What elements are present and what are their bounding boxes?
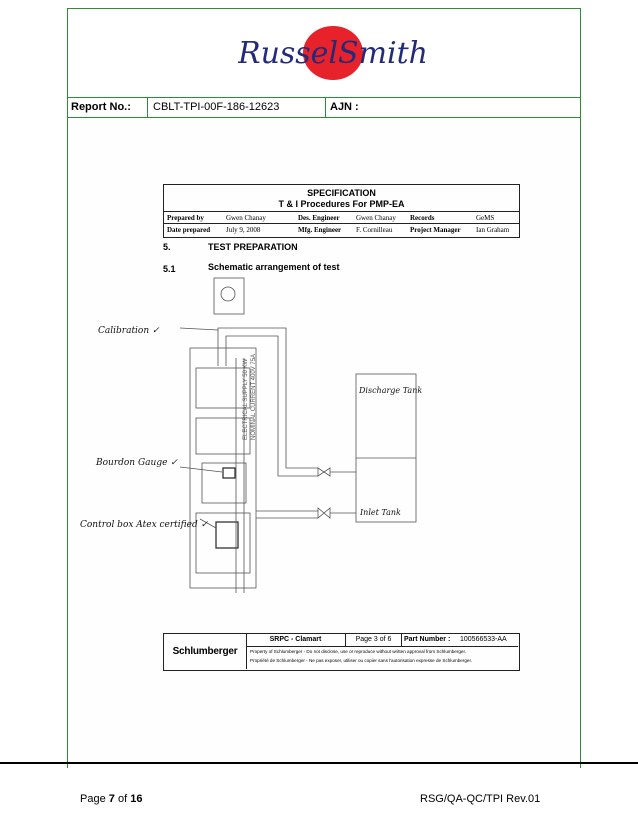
recorder-box — [214, 278, 244, 314]
section-5-number: 5. — [163, 242, 171, 252]
inlet-pipe — [256, 511, 318, 518]
prepared-by-value: Gwen Chanay — [226, 214, 266, 222]
mfg-engineer-label: Mfg. Engineer — [298, 226, 342, 234]
page-cell: Page 3 of 6 — [346, 634, 402, 646]
section-51-number: 5.1 — [163, 264, 176, 274]
nominal-current-label: NOMINAL CURRENT 400V 75A — [251, 353, 257, 440]
mfg-engineer-value: F. Cornilleau — [356, 226, 393, 234]
discharge-pipe — [218, 328, 318, 468]
bourdon-gauge — [223, 468, 235, 478]
discharge-tank-note: Discharge Tank — [359, 386, 423, 395]
schlumberger-footer-block — [163, 633, 520, 671]
scanned-page — [68, 118, 580, 768]
inlet-tank-note: Inlet Tank — [360, 508, 401, 517]
document-reference: RSG/QA-QC/TPI Rev.01 — [420, 793, 541, 805]
control-box-note: Control box Atex certified ✓ — [80, 520, 209, 530]
prepared-by-label: Prepared by — [167, 214, 204, 222]
valve-2 — [318, 508, 330, 518]
page-number — [80, 793, 142, 805]
total-pages: 16 — [130, 793, 143, 805]
des-engineer-value: Gwen Chanay — [356, 214, 396, 222]
date-prepared-value: July 9, 2008 — [226, 226, 261, 234]
section-51-title: Schematic arrangement of test — [208, 262, 340, 272]
schlumberger-brand: Schlumberger — [164, 634, 247, 669]
page-prefix: Page — [80, 793, 106, 805]
spec-subtitle: T & I Procedures For PMP-EA — [278, 199, 405, 209]
project-manager-value: Ian Graham — [476, 226, 510, 234]
page-rule — [0, 762, 638, 764]
part-number-label: Part Number : — [404, 636, 451, 643]
page-frame — [67, 8, 581, 768]
logo-area — [68, 9, 580, 98]
project-manager-label: Project Manager — [410, 226, 461, 234]
electrical-supply-label: ELECTRICAL SUPPLY 50 KW — [243, 358, 249, 440]
spec-title: SPECIFICATION — [307, 188, 376, 198]
date-prepared-label: Date prepared — [167, 226, 211, 234]
site-cell: SRPC - Clamart — [246, 634, 346, 646]
ajn-label: AJN : — [330, 101, 359, 113]
page-of: of — [117, 793, 128, 805]
valve-1 — [318, 468, 330, 476]
property-line-en: Property of Schlumberger - Do not disclose, use or reproduce without written approval from Schlumberger. — [250, 649, 467, 654]
calibration-note: Calibration ✓ — [98, 326, 160, 336]
gauge-circle — [221, 287, 235, 301]
bourdon-gauge-note: Bourdon Gauge ✓ — [96, 458, 178, 468]
part-number-value: 100566533-AA — [460, 636, 507, 643]
des-engineer-label: Des. Engineer — [298, 214, 340, 222]
russelsmith-logo — [238, 17, 428, 87]
records-value: GeMS — [476, 214, 495, 222]
report-no-label: Report No.: — [68, 97, 148, 117]
current-page: 7 — [108, 793, 115, 805]
control-box — [216, 522, 238, 548]
report-no-value: CBLT-TPI-00F-186-12623 — [148, 97, 326, 117]
report-header-row — [68, 97, 580, 118]
section-5-title: TEST PREPARATION — [208, 242, 298, 252]
tank-outline — [356, 374, 416, 522]
logo-text: RusselSmith — [238, 36, 428, 71]
property-line-fr: Propriété de Schlumberger - Ne pas exposer, utiliser ou copier sans l'autorisation expresse de Schlumberger. — [250, 658, 473, 663]
records-label: Records — [410, 214, 435, 222]
